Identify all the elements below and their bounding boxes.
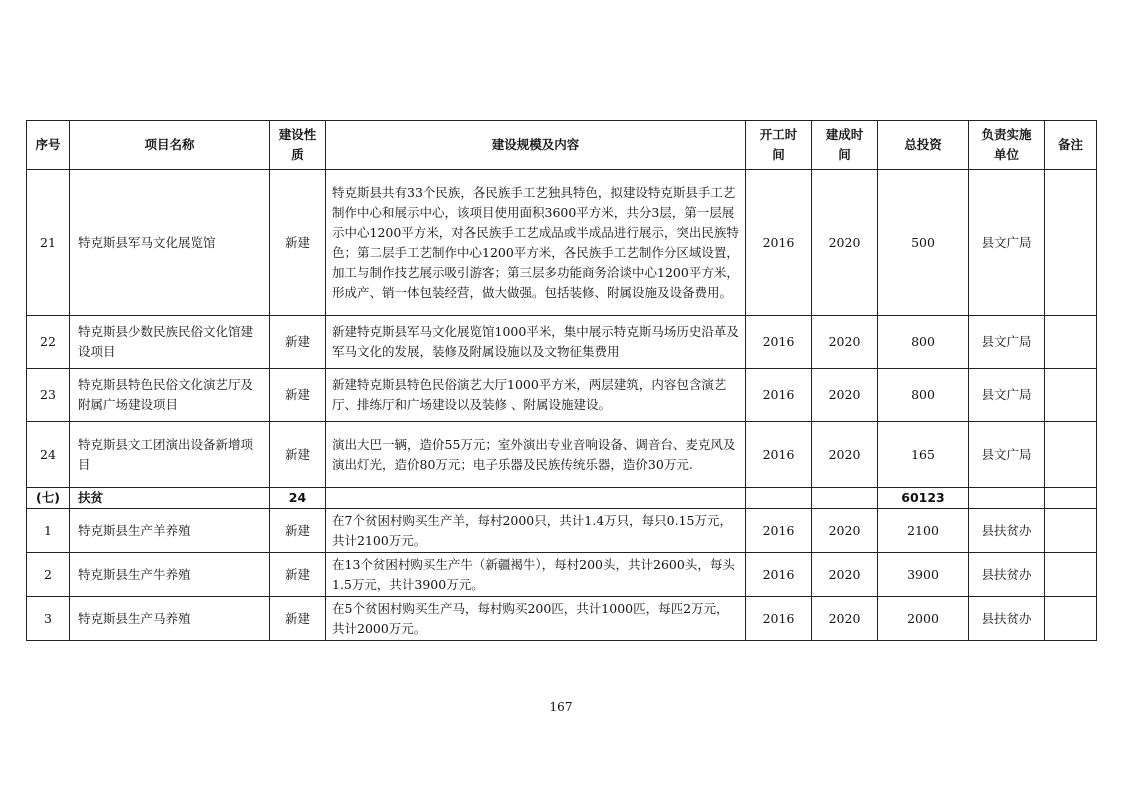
section-investment: 60123 [878,488,969,509]
cell-investment: 2100 [878,509,969,553]
cell-responsible-unit: 县扶贫办 [969,553,1045,597]
cell-start-time: 2016 [746,170,812,316]
cell-investment: 800 [878,316,969,369]
section-end-empty [812,488,878,509]
cell-note [1045,422,1097,488]
header-project-name: 项目名称 [70,121,270,170]
cell-scope: 在7个贫困村购买生产羊，每村2000只，共计1.4万只，每只0.15万元，共计2100万元。 [326,509,746,553]
cell-nature: 新建 [270,422,326,488]
table-row [27,509,1097,553]
cell-project-name: 特克斯县特色民俗文化演艺厅及附属广场建设项目 [70,369,270,422]
section-seq: (七) [27,488,70,509]
cell-seq: 21 [27,170,70,316]
header-nature: 建设性质 [270,121,326,170]
cell-end-time: 2020 [812,597,878,641]
cell-end-time: 2020 [812,170,878,316]
cell-investment: 3900 [878,553,969,597]
cell-note [1045,553,1097,597]
header-start-time: 开工时间 [746,121,812,170]
table-row [27,369,1097,422]
cell-end-time: 2020 [812,553,878,597]
cell-responsible-unit: 县扶贫办 [969,509,1045,553]
cell-note [1045,509,1097,553]
cell-seq: 2 [27,553,70,597]
cell-project-name: 特克斯县生产马养殖 [70,597,270,641]
cell-project-name: 特克斯县军马文化展览馆 [70,170,270,316]
cell-end-time: 2020 [812,369,878,422]
cell-nature: 新建 [270,369,326,422]
page-number: 167 [549,700,573,714]
cell-note [1045,316,1097,369]
cell-scope: 在13个贫困村购买生产牛（新疆褐牛），每村200头，共计2600头，每头1.5万元，共计3900万元。 [326,553,746,597]
table-header-row [27,121,1097,170]
table-row [27,170,1097,316]
header-responsible-unit: 负责实施单位 [969,121,1045,170]
cell-start-time: 2016 [746,369,812,422]
cell-note [1045,369,1097,422]
section-start-empty [746,488,812,509]
section-name: 扶贫 [70,488,270,509]
cell-end-time: 2020 [812,509,878,553]
cell-responsible-unit: 县文广局 [969,369,1045,422]
cell-end-time: 2020 [812,422,878,488]
cell-start-time: 2016 [746,422,812,488]
project-table [26,120,1097,641]
cell-seq: 22 [27,316,70,369]
cell-investment: 2000 [878,597,969,641]
cell-note [1045,170,1097,316]
cell-scope: 在5个贫困村购买生产马，每村购买200匹，共计1000匹，每匹2万元，共计2000万元。 [326,597,746,641]
cell-seq: 1 [27,509,70,553]
table-row [27,597,1097,641]
cell-start-time: 2016 [746,316,812,369]
cell-nature: 新建 [270,553,326,597]
cell-responsible-unit: 县文广局 [969,170,1045,316]
cell-scope: 特克斯县共有33个民族，各民族手工艺独具特色，拟建设特克斯县手工艺制作中心和展示中心，该项目使用面积3600平方米，共分3层，第一层展示中心1200平方米，对各民族手工艺成品或半成品进行展示，突出民族特色；第二层手工艺制作中心1200平方米，各民族手工艺制作分区域设置，加工与制作技艺展示吸引游客；第三层多功能商务洽谈中心1200平方米，形成产、销一体包装经营，做大做强。包括装修、附属设施及设备费用。 [326,170,746,316]
header-seq: 序号 [27,121,70,170]
cell-responsible-unit: 县文广局 [969,316,1045,369]
section-row [27,488,1097,509]
table-row [27,422,1097,488]
section-unit-empty [969,488,1045,509]
cell-scope: 新建特克斯县军马文化展览馆1000平米，集中展示特克斯马场历史沿革及军马文化的发展，装修及附属设施以及文物征集费用 [326,316,746,369]
cell-project-name: 特克斯县生产牛养殖 [70,553,270,597]
cell-note [1045,597,1097,641]
cell-investment: 800 [878,369,969,422]
cell-seq: 23 [27,369,70,422]
cell-responsible-unit: 县文广局 [969,422,1045,488]
cell-investment: 165 [878,422,969,488]
cell-nature: 新建 [270,509,326,553]
header-scope: 建设规模及内容 [326,121,746,170]
cell-start-time: 2016 [746,553,812,597]
section-scope-empty [326,488,746,509]
table-row [27,316,1097,369]
cell-scope: 新建特克斯县特色民俗演艺大厅1000平方米，两层建筑，内容包含演艺厅、排练厅和广场建设以及装修 、附属设施建设。 [326,369,746,422]
cell-nature: 新建 [270,170,326,316]
cell-start-time: 2016 [746,597,812,641]
header-end-time: 建成时间 [812,121,878,170]
cell-project-name: 特克斯县少数民族民俗文化馆建设项目 [70,316,270,369]
cell-seq: 24 [27,422,70,488]
table-row [27,553,1097,597]
section-note-empty [1045,488,1097,509]
cell-nature: 新建 [270,597,326,641]
header-investment: 总投资 [878,121,969,170]
section-count: 24 [270,488,326,509]
cell-seq: 3 [27,597,70,641]
cell-investment: 500 [878,170,969,316]
cell-start-time: 2016 [746,509,812,553]
cell-nature: 新建 [270,316,326,369]
cell-scope: 演出大巴一辆，造价55万元；室外演出专业音响设备、调音台、麦克风及演出灯光，造价80万元；电子乐器及民族传统乐器，造价30万元. [326,422,746,488]
cell-responsible-unit: 县扶贫办 [969,597,1045,641]
cell-end-time: 2020 [812,316,878,369]
cell-project-name: 特克斯县生产羊养殖 [70,509,270,553]
cell-project-name: 特克斯县文工团演出设备新增项目 [70,422,270,488]
header-note: 备注 [1045,121,1097,170]
